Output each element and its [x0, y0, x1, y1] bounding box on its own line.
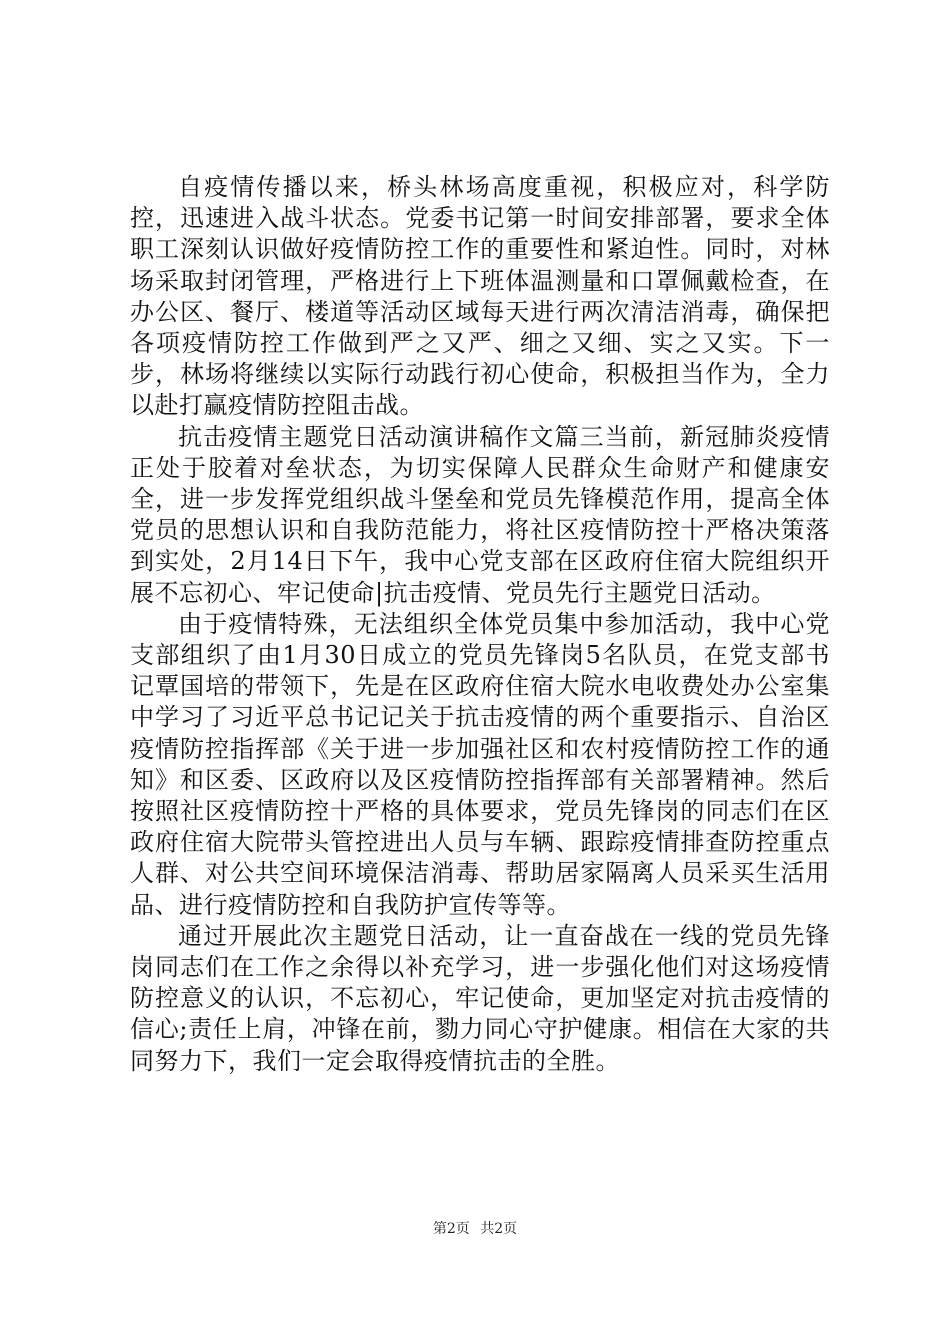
page-footer	[0, 1218, 950, 1238]
document-body	[130, 172, 830, 1077]
paragraph-2: 抗击疫情主题党日活动演讲稿作文篇三当前，新冠肺炎疫情正处于胶着对垒状态，为切实保障人民群众生命财产和健康安全，进一步发挥党组织战斗堡垒和党员先锋模范作用，提高全体党员的思想认识和自我防范能力，将社区疫情防控十严格决策落到实处，2月14日下午，我中心党支部在区政府住宿大院组织开展不忘初心、牢记使命|抗击疫情、党员先行主题党日活动。	[130, 422, 830, 607]
page-number: 第2页	[432, 1221, 470, 1237]
paragraph-4: 通过开展此次主题党日活动，让一直奋战在一线的党员先锋岗同志们在工作之余得以补充学习，进一步强化他们对这场疫情防控意义的认识，不忘初心，牢记使命，更加坚定对抗击疫情的信心;责任上肩，冲锋在前，勠力同心守护健康。相信在大家的共同努力下，我们一定会取得疫情抗击的全胜。	[130, 921, 830, 1075]
paragraph-3: 由于疫情特殊，无法组织全体党员集中参加活动，我中心党支部组织了由1月30日成立的党员先锋岗5名队员，在党支部书记覃国培的带领下，先是在区政府住宿大院水电收费处办公室集中学习了习近平总书记记关于抗击疫情的两个重要指示、自治区疫情防控指挥部《关于进一步加强社区和农村疫情防控工作的通知》和区委、区政府以及区疫情防控指挥部有关部署精神。然后按照社区疫情防控十严格的具体要求，党员先锋岗的同志们在区政府住宿大院带头管控进出人员与车辆、跟踪疫情排查防控重点人群、对公共空间环境保洁消毒、帮助居家隔离人员采买生活用品、进行疫情防控和自我防护宣传等等。	[130, 609, 830, 919]
page-total: 共2页	[480, 1221, 518, 1237]
paragraph-1: 自疫情传播以来，桥头林场高度重视，积极应对，科学防控，迅速进入战斗状态。党委书记第一时间安排部署，要求全体职工深刻认识做好疫情防控工作的重要性和紧迫性。同时，对林场采取封闭管理，严格进行上下班体温测量和口罩佩戴检查，在办公区、餐厅、楼道等活动区域每天进行两次清洁消毒，确保把各项疫情防控工作做到严之又严、细之又细、实之又实。下一步，林场将继续以实际行动践行初心使命，积极担当作为，全力以赴打赢疫情防控阻击战。	[130, 173, 830, 420]
